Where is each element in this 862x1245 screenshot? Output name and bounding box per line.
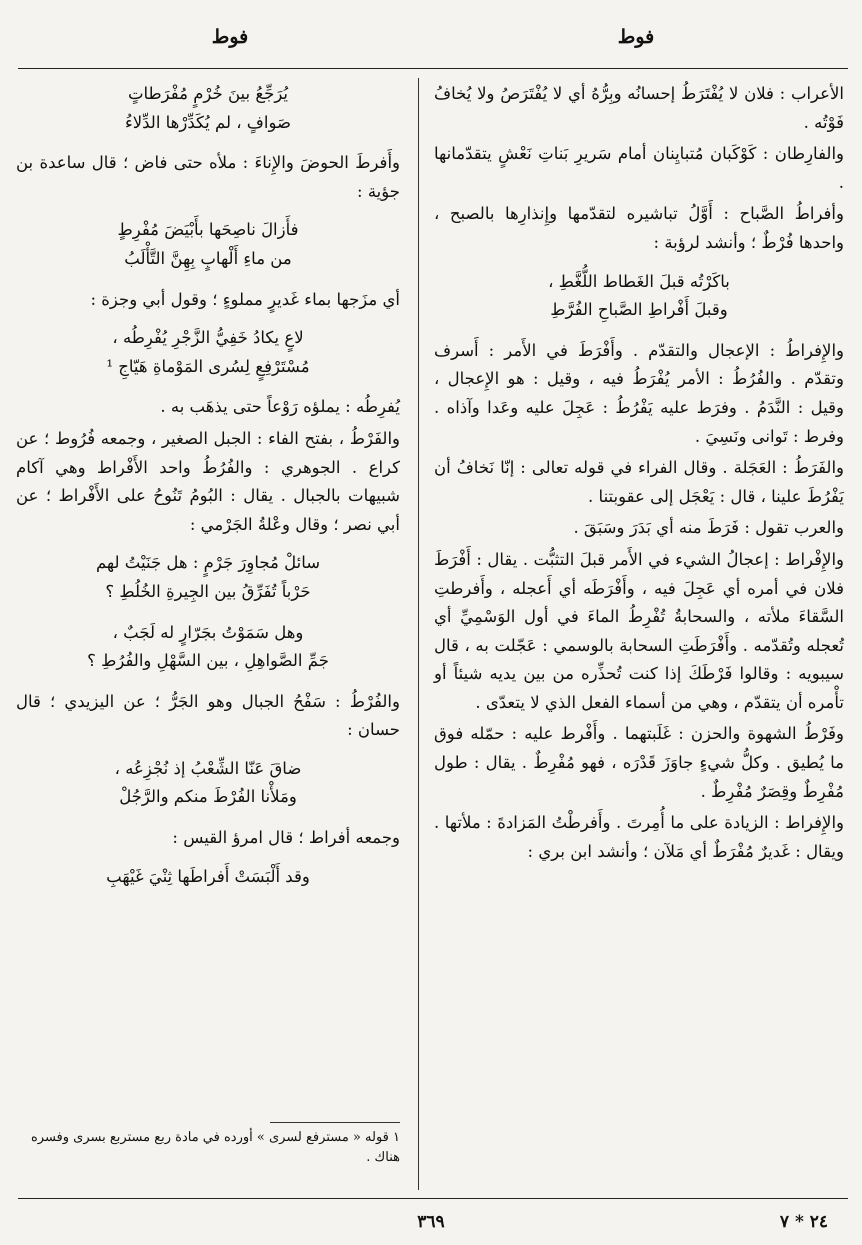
verse xyxy=(434,268,844,325)
verse-line: يُرَجِّعُ بينَ خُرْمٍ مُفْرَطاتٍ xyxy=(127,84,289,103)
verse xyxy=(16,863,400,892)
paragraph: والإِفراطُ : الإعجال والتقدّم . وأَفْرَطَ في الأَمر : أَسرف وتقدّم . والفُرُطُ : الأمر يُفْرَطُ فيه ، وقيل : هو الإِعجال ، وقيل : النَّدَمُ . وفرَط عليه يَفْرُطُ : عَجِلَ عليه وعَدا وآذاه . وفرط : تَوانى ونَسِيَ . xyxy=(434,340,844,446)
verse-line: وقبلَ أَفْراطِ الصَّباحِ الفُرَّطِ xyxy=(550,300,728,320)
paragraph: والفَرَطُ : العَجَلة . وقال الفراء في قوله تعالى : إنّا نَخافُ أن يَفْرُطَ علينا ، قال : يَعْجَل إلى عقوبتنا . xyxy=(434,458,844,506)
verse-line: باكَرْتُه قبلَ الغَطاط اللُّغَّطِ ، xyxy=(548,271,730,291)
verse xyxy=(16,80,400,137)
paragraph: والإِفراط : الزيادة على ما أُمِرتَ . وأَفرطْتُ المَزادةَ : ملأتها . ويقال : غَديرٌ مُفْرَطٌ أي مَلآن ؛ وأنشد ابن بري : xyxy=(434,813,844,861)
verse-line: لاعٍ يكادُ خَفِيُّ الزَّجْرِ يُفْرِطُه ، xyxy=(112,328,304,348)
right-column xyxy=(434,80,844,869)
verse-line: ومَلأْنا الفُرْطَ منكم والرَّجُلْ xyxy=(119,787,297,807)
left-column xyxy=(16,80,400,1110)
verse-line: سائلْ مُجاوِرَ جَرْمٍ : هل جَنَيْتُ لهم xyxy=(95,553,321,573)
verse-line: وقد أَلْبَسَتْ أَفراطَها ثِنْيَ غَيْهَبِ xyxy=(106,866,310,886)
paragraph: والعرب تقول : فَرَطَ منه أي بَدَرَ وسَبَقَ . xyxy=(573,518,844,538)
paragraph: وفَرْطُ الشهوة والحزن : غَلَبتهما . وأَفْرط عليه : حمّله فوق ما يُطيق . وكلُّ شيءٍ جاوَزَ قَدْرَه ، فهو مُفْرِطٌ . يقال : طول مُفْرِطٌ وقِصَرٌ مُفْرِطٌ . xyxy=(434,724,844,801)
paragraph: وأفراطُ الصَّباح : أَوَّلُ تباشيره لتقدّمها وإِنذارِها بالصبح ، واحدها فُرْطٌ ؛ وأنشد لرؤبة : xyxy=(434,204,844,252)
verse-line: ضاقَ عَنّا الشِّعْبُ إذ نُجْزِعُه ، xyxy=(114,758,302,778)
paragraph: وجمعه أفراط ؛ قال امرؤ القيس : xyxy=(172,828,400,848)
verse-line: من ماءِ أَلْهابٍ بِهِنَّ التَّأْلَبُ xyxy=(124,248,292,268)
paragraph: يُفرِطُه : يملؤه رَوْعاً حتى يذهَب به . xyxy=(160,397,400,417)
footer-rule xyxy=(18,1198,848,1199)
column-divider xyxy=(418,78,419,1190)
verse xyxy=(16,549,400,606)
page-number: ٣٦٩ xyxy=(417,1212,445,1232)
verse-line: فأَزالَ ناصِحَها بأَبْيَضَ مُفْرِطٍ xyxy=(117,220,299,240)
verse xyxy=(16,619,400,676)
verse-line: وهل سَمَوْتُ بجَرّارٍ له لَجَبٌ ، xyxy=(112,622,304,642)
header-entry-right: فوط xyxy=(617,26,655,48)
signature-code: ٢٤ * ٧ xyxy=(779,1212,829,1232)
verse-line: حَرْباً تُفَرِّقُ بين الجِيرةِ الخُلُطِ ؟ xyxy=(105,581,311,601)
footnote: ١ قوله « مسترفع لسرى » أورده في مادة ربع مستربع بسرى وفسره هناك . xyxy=(30,1130,400,1165)
paragraph: وأَفرطَ الحوضَ والإِناءَ : ملأه حتى فاض ؛ قال ساعدة بن جؤية : xyxy=(16,153,400,201)
verse-line: مُسْتَرْفِعٍ لِسُرى المَوْماةِ هَيّاجِ ¹ xyxy=(106,356,310,376)
paragraph: والفُرْطُ : سَفْحُ الجبال وهو الجَرُّ ؛ عن اليزيدي ؛ قال حسان : xyxy=(16,691,400,740)
paragraph: الأعراب : فلان لا يُفْتَرَطُ إحسانُه وبِرُّهُ أي لا يُفْتَرَصُ ولا يُخافُ فَوْتُه . xyxy=(434,84,844,132)
verse-line: صَوافٍ ، لم يُكَدِّرْها الدِّلاءُ xyxy=(124,112,292,132)
paragraph: والإِفْراط : إعجالُ الشيء في الأَمر قبلَ التثبُّت . يقال : أَفْرَطَ فلان في أمره أي عَجِلَ فيه ، وأَفْرَطَه أي أَعجله ، وأَفرطتِ السَّقاءَ ملأته ، والسحابةُ تُفْرِطُ الماءَ في أول الوَسْمِيِّ أي تُعجله وتُقدّمه . وأَفْرَطَتِ السحابة بالوسمي : عَجّلت به ، قال سيبويه : وقالوا فَرْطَكَ إذا كنت تُحذِّره من بين يديه شيئاً أو تأْمره أن يتقدّم ، وهي من أسماء الفعل الذي لا يتعدّى . xyxy=(434,549,844,712)
verse-line: جَمِّ الصَّواهِلِ ، بين السَّهْلِ والفُرُطِ ؟ xyxy=(87,651,329,671)
verse xyxy=(16,755,400,812)
verse xyxy=(16,324,400,381)
footnote-rule xyxy=(270,1122,400,1123)
paragraph: والفارِطان : كَوْكَبان مُتبايِنان أمام سَريرِ بَناتِ نَعْشٍ يتقدّمانها . xyxy=(434,144,844,192)
verse xyxy=(16,216,400,273)
header-rule xyxy=(18,68,848,69)
header-entry-left: فوط xyxy=(211,26,249,48)
paragraph: أي مزَجها بماء غَديرٍ مملوءٍ ؛ وقول أبي وجزة : xyxy=(90,289,400,309)
paragraph: والفَرْطُ ، بفتح الفاء : الجبل الصغير ، وجمعه فُرُوط ؛ عن كراع . الجوهري : والفُرُطُ واحد الأَفْراط وهي آكام شبيهات بالجبال . يقال : البُومُ تَنُوحُ على الأَفْراط ؛ عن أبي نصر ؛ وقال وعْلةُ الجَرْمي : xyxy=(16,428,400,534)
